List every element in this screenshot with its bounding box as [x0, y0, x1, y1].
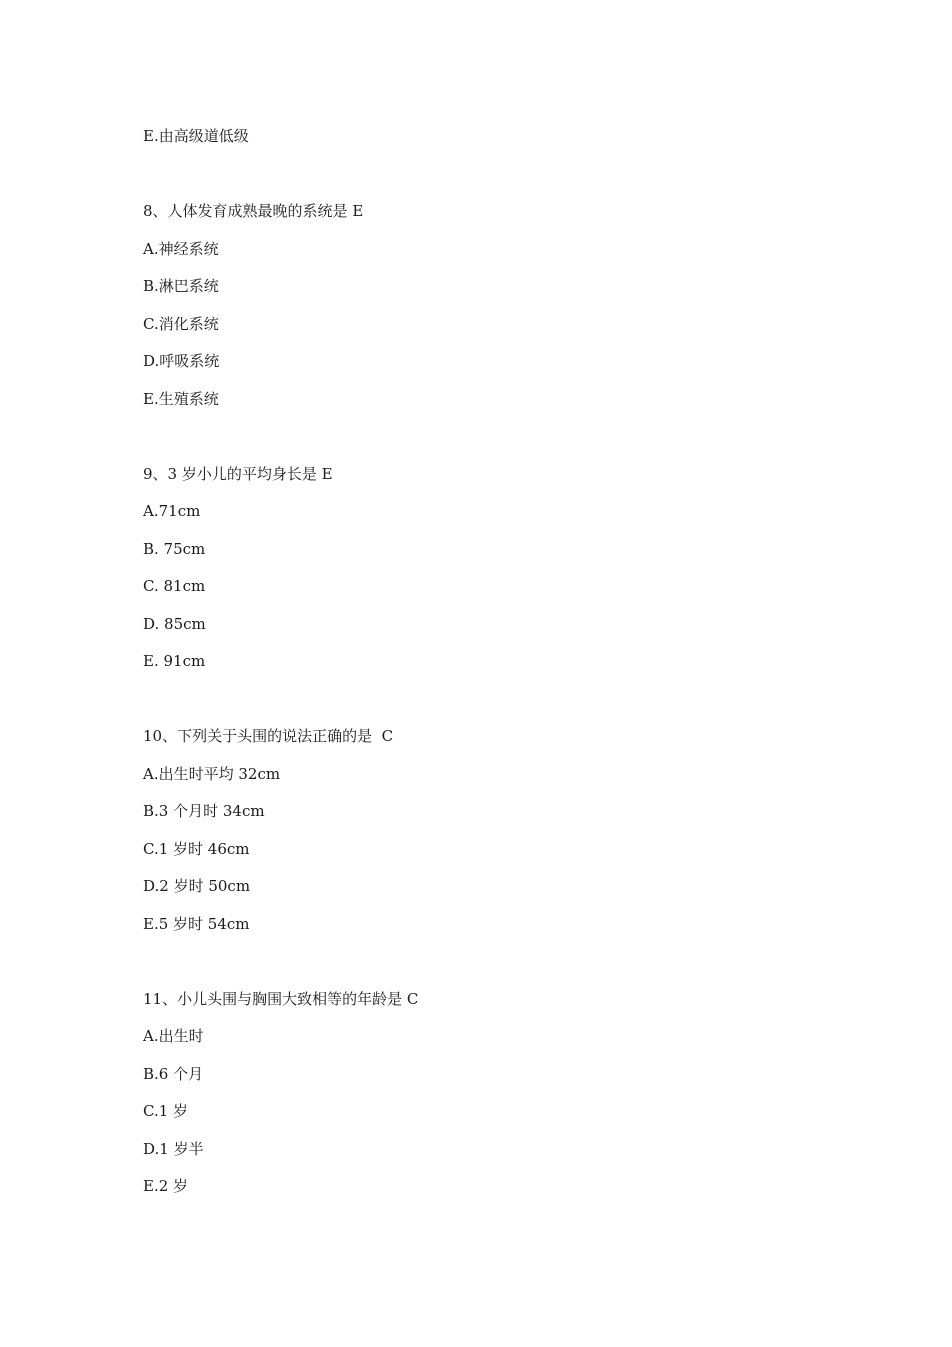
option-text: E.2 岁	[143, 1177, 189, 1195]
question-block	[143, 718, 843, 943]
option-text: C. 81cm	[143, 577, 206, 595]
option-text: C.1 岁	[143, 1102, 189, 1120]
question-block	[143, 193, 843, 418]
option-text: C.消化系统	[143, 314, 219, 333]
spacer	[143, 418, 843, 456]
question-stem: 10、下列关于头围的说法正确的是 C	[143, 727, 394, 745]
question-block	[143, 981, 843, 1206]
question-stem: 11、小儿头围与胸围大致相等的年龄是 C	[143, 989, 419, 1008]
option-text: D. 85cm	[143, 614, 206, 633]
option-text: E.由高级道低级	[143, 127, 249, 145]
option-text: B.淋巴系统	[143, 277, 219, 295]
option-text: A.出生时平均 32cm	[143, 764, 281, 783]
question-block	[143, 456, 843, 681]
option-text: E. 91cm	[143, 652, 206, 670]
option-text: A.71cm	[143, 502, 201, 520]
question-list	[143, 118, 843, 1206]
spacer	[143, 943, 843, 981]
spacer	[143, 681, 843, 719]
option-text: B.3 个月时 34cm	[143, 802, 265, 820]
option-text: B. 75cm	[143, 539, 206, 558]
option-text: E.生殖系统	[143, 389, 219, 408]
option-text: B.6 个月	[143, 1064, 204, 1083]
question-stem: 8、人体发育成熟最晚的系统是 E	[143, 202, 364, 220]
option-text: C.1 岁时 46cm	[143, 839, 250, 858]
option-text: A.神经系统	[143, 239, 219, 258]
option-text: E.5 岁时 54cm	[143, 914, 250, 933]
option-text: D.呼吸系统	[143, 352, 220, 370]
option-text: D.1 岁半	[143, 1139, 204, 1158]
spacer	[143, 156, 843, 194]
question-stem: 9、3 岁小儿的平均身长是 E	[143, 464, 333, 483]
option-text: D.2 岁时 50cm	[143, 877, 251, 895]
option-text: A.出生时	[143, 1027, 204, 1045]
